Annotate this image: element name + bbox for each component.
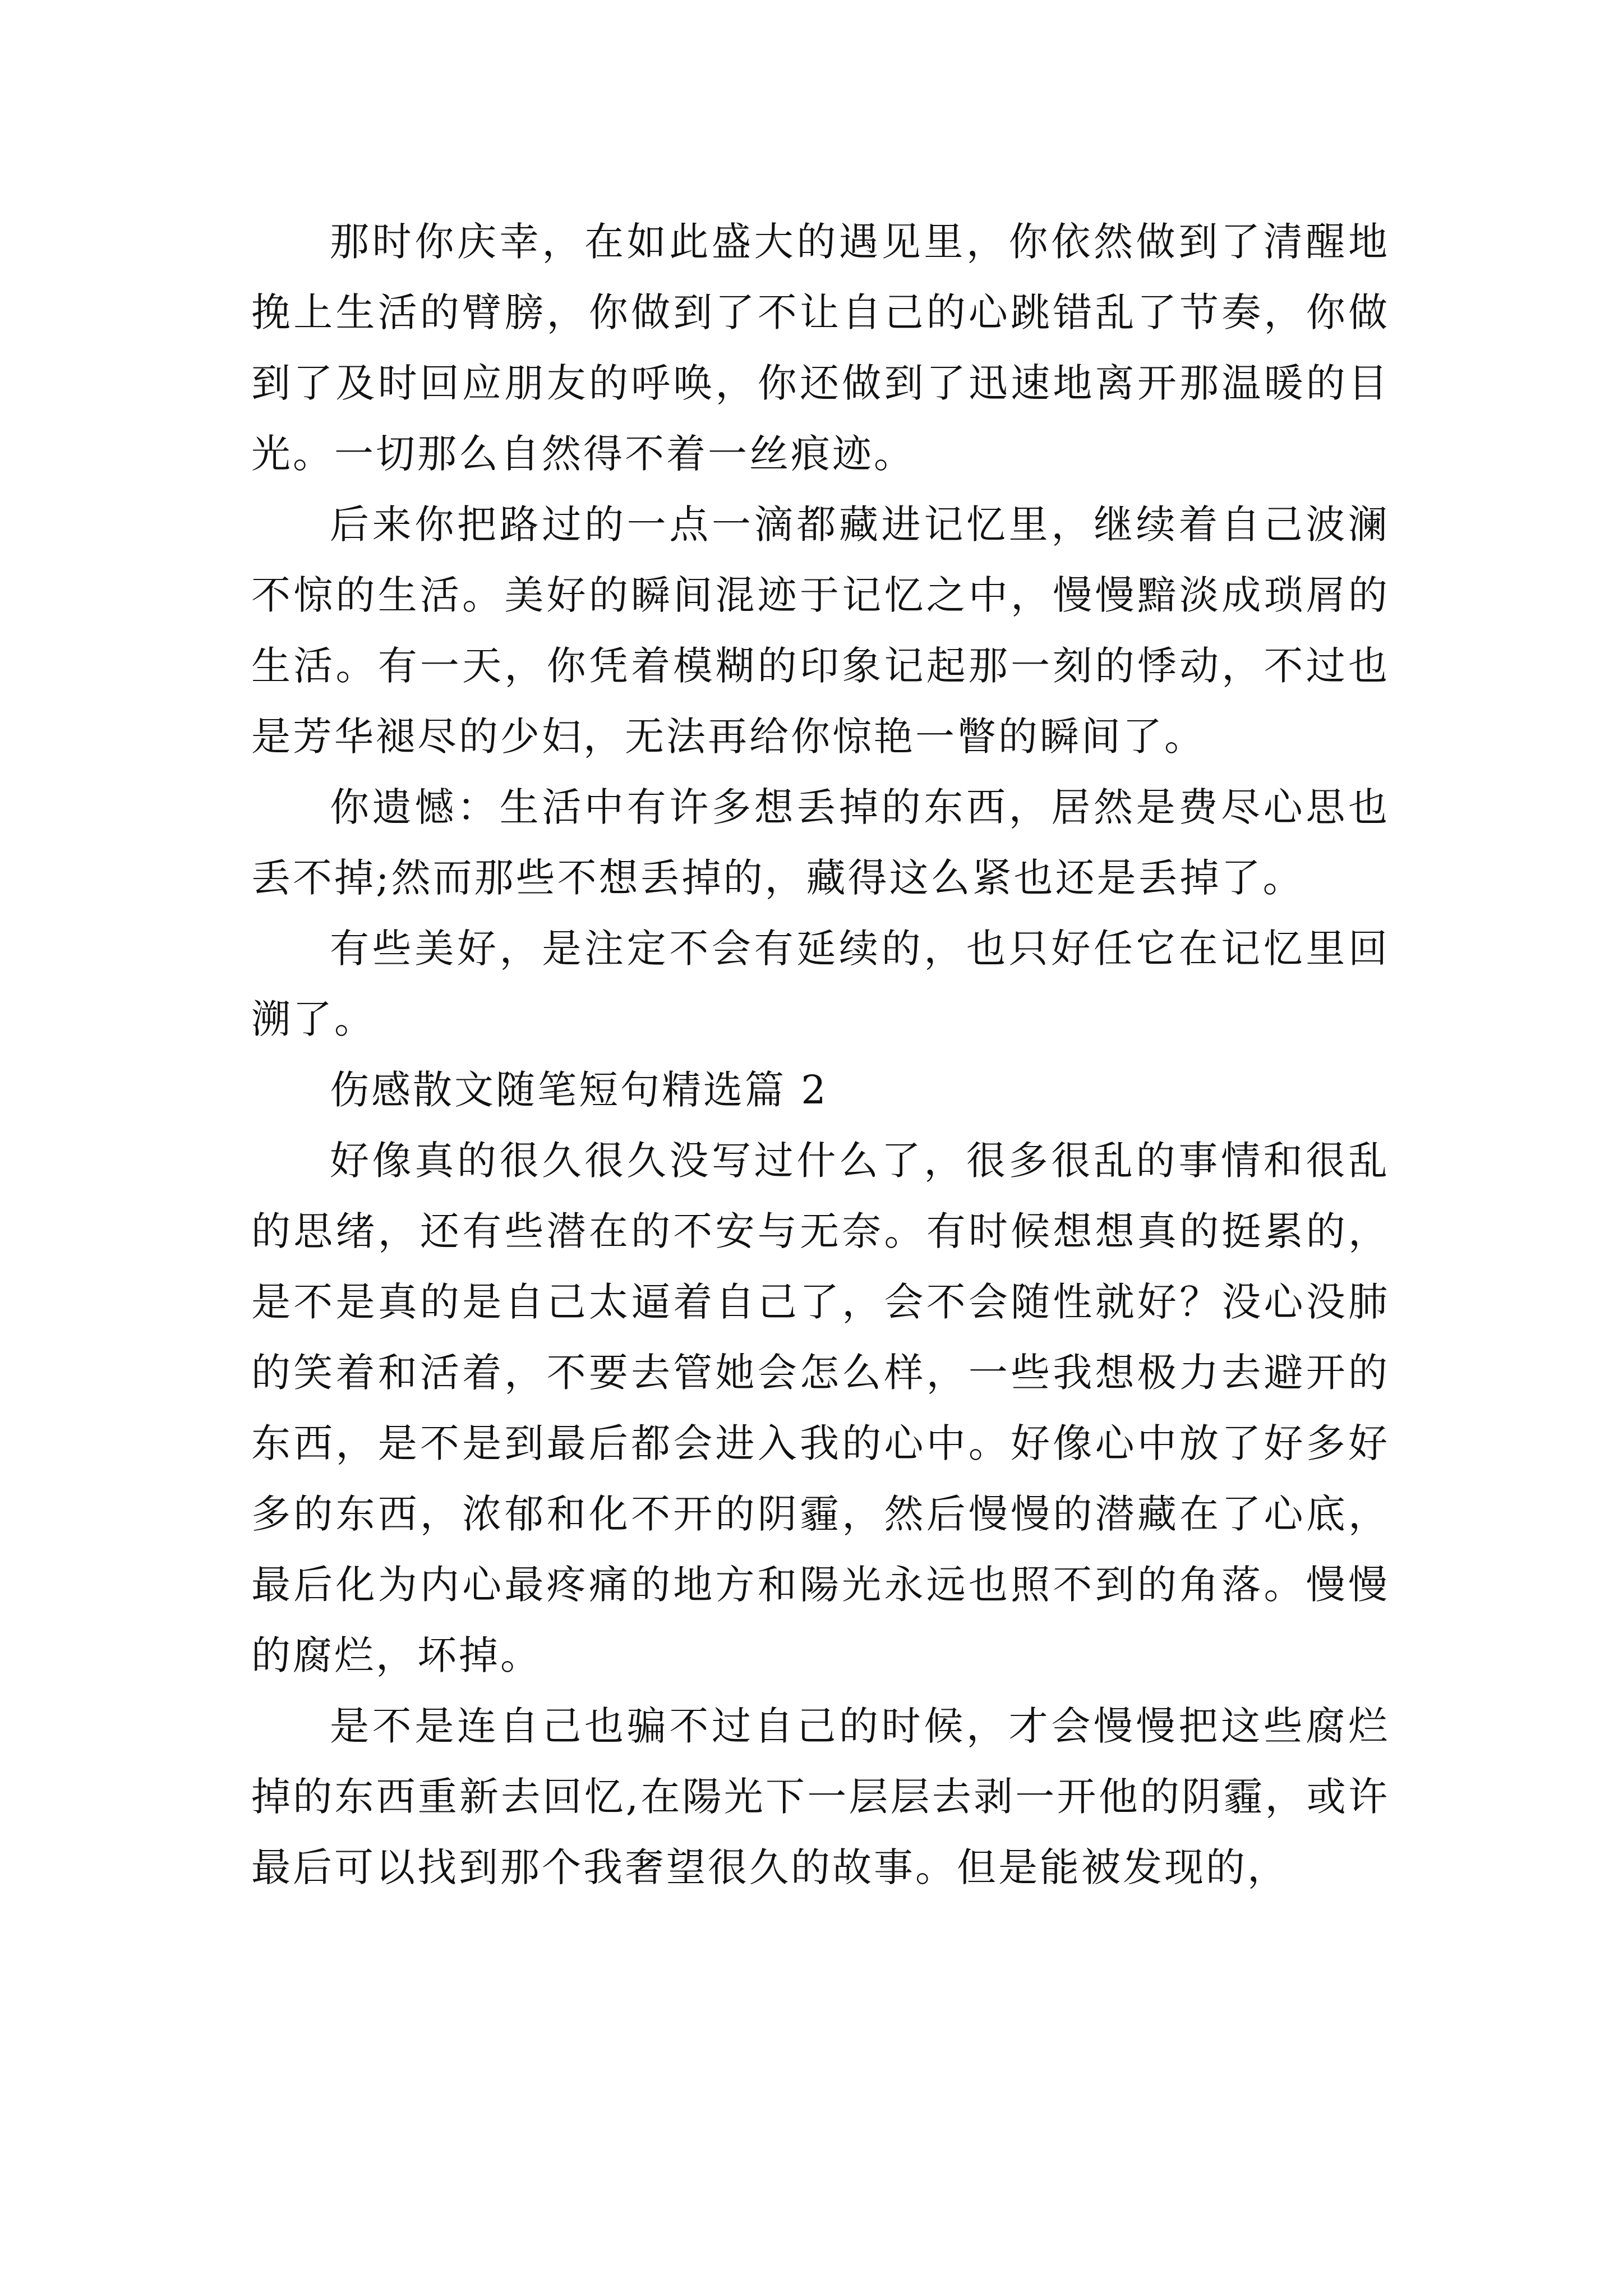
paragraph-6: 是不是连自己也骗不过自己的时候，才会慢慢把这些腐烂掉的东西重新去回忆,在陽光下一层层去剥一开他的阴霾，或许最后可以找到那个我奢望很久的故事。但是能被发现的，	[251, 1703, 1390, 1890]
paragraph-3: 你遗憾：生活中有许多想丢掉的东西，居然是费尽心思也丢不掉;然而那些不想丢掉的，藏得这么紧也还是丢掉了。	[251, 784, 1390, 901]
paragraph-2: 后来你把路过的一点一滴都藏进记忆里，继续着自己波澜不惊的生活。美好的瞬间混迹于记忆之中，慢慢黯淡成琐屑的生活。有一天，你凭着模糊的印象记起那一刻的悸动，不过也是芳华褪尽的少妇，无法再给你惊艳一瞥的瞬间了。	[251, 501, 1390, 760]
paragraph-4: 有些美好，是注定不会有延续的，也只好任它在记忆里回溯了。	[251, 926, 1390, 1042]
paragraph-5: 好像真的很久很久没写过什么了，很多很乱的事情和很乱的思绪，还有些潜在的不安与无奈。有时候想想真的挺累的，是不是真的是自己太逼着自己了，会不会随性就好？没心没肺的笑着和活着，不要去管她会怎么样，一些我想极力去避开的东西，是不是到最后都会进入我的心中。好像心中放了好多好多的东西，浓郁和化不开的阴霾，然后慢慢的潜藏在了心底，最后化为内心最疼痛的地方和陽光永远也照不到的角落。慢慢的腐烂，坏掉。	[251, 1138, 1390, 1678]
paragraph-1: 那时你庆幸，在如此盛大的遇见里，你依然做到了清醒地挽上生活的臂膀，你做到了不让自己的心跳错乱了节奏，你做到了及时回应朋友的呼唤，你还做到了迅速地离开那温暖的目光。一切那么自然得不着一丝痕迹。	[251, 219, 1390, 477]
section-heading: 伤感散文随笔短句精选篇 2	[330, 1067, 828, 1113]
document-body	[251, 206, 1390, 1903]
